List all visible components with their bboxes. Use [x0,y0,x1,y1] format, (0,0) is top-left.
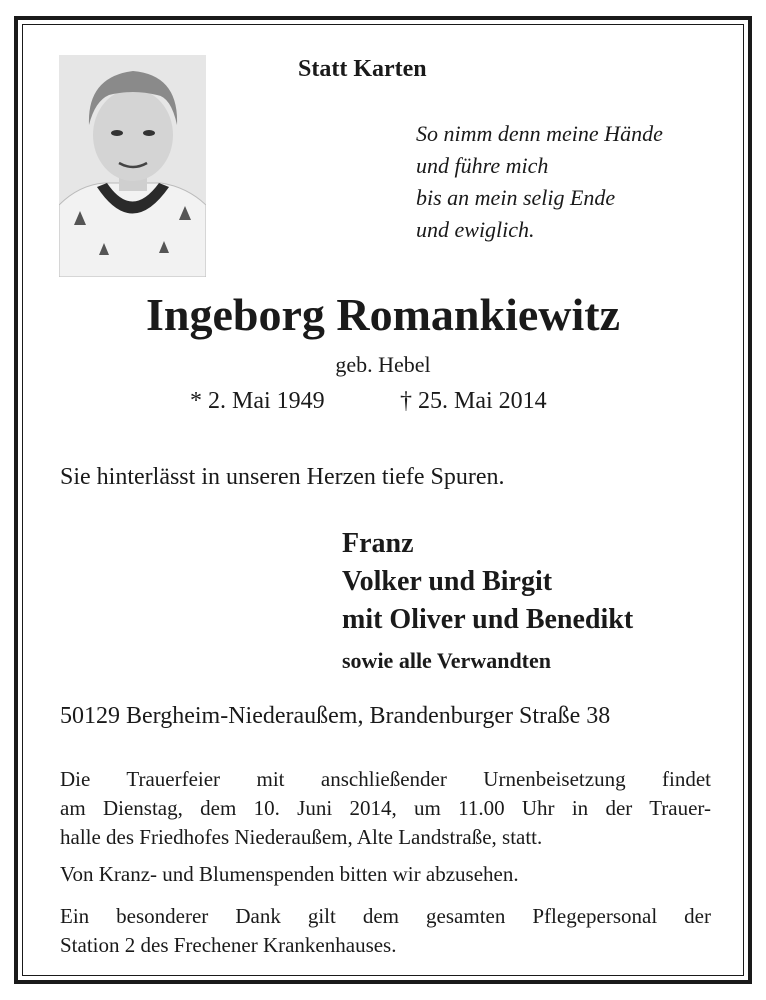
address: 50129 Bergheim-Niederaußem, Brandenburger Straße 38 [60,703,611,729]
death-date: † 25. Mai 2014 [400,388,547,414]
portrait-photo [59,55,206,277]
poem-line: und ewiglich. [416,217,535,242]
thanks-paragraph [60,902,711,960]
service-line: Die Trauerfeier mit anschließender Urnenbeisetzung findet [60,767,711,791]
service-line: am Dienstag, dem 10. Juni 2014, um 11.00 Uhr in der Trauer- [60,796,711,820]
birth-name: geb. Hebel [335,352,431,377]
statt-karten-heading: Statt Karten [298,56,427,82]
deceased-name: Ingeborg Romankiewitz [145,289,621,340]
donations-paragraph [60,860,711,889]
family-line: Franz [342,528,414,559]
thanks-line: Ein besonderer Dank gilt dem gesamten Pflegepersonal der [60,904,711,928]
memorial-message: Sie hinterlässt in unseren Herzen tiefe Spuren. [60,464,505,490]
poem [416,118,663,246]
family-line: mit Oliver und Benedikt [342,604,634,635]
relatives-line: sowie alle Verwandten [342,648,551,673]
service-paragraph [60,765,711,852]
family-line: Volker und Birgit [342,566,553,597]
service-line: halle des Friedhofes Niederaußem, Alte Landstraße, statt. [60,825,543,849]
thanks-line: Station 2 des Frechener Krankenhauses. [60,933,397,957]
donations-line: Von Kranz- und Blumenspenden bitten wir abzusehen. [60,862,519,886]
birth-date: * 2. Mai 1949 [190,388,325,414]
poem-line: und führe mich [416,153,549,178]
poem-line: So nimm denn meine Hände [416,121,663,146]
portrait-illustration [59,55,206,277]
poem-line: bis an mein selig Ende [416,185,616,210]
